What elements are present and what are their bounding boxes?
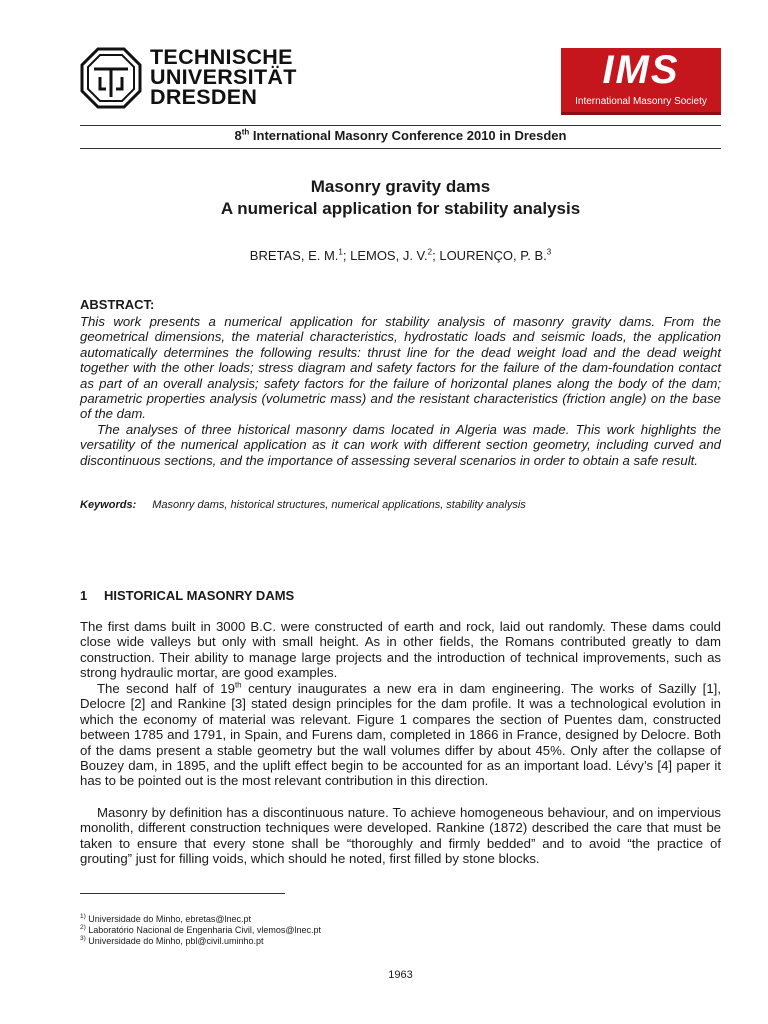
paragraph-2-start: The second half of 19 xyxy=(97,681,235,696)
abstract-heading: ABSTRACT: xyxy=(80,297,155,312)
conference-title xyxy=(80,128,721,144)
logo-line-2: UNIVERSITÄT xyxy=(150,65,297,89)
footnote xyxy=(80,936,264,947)
footnote-text: Laboratório Nacional de Engenharia Civil, vlemos@lnec.pt xyxy=(85,925,322,935)
section-paragraph-3: Masonry by definition has a discontinuous nature. To achieve homogeneous behaviour, and on impervious monolith, different construction techniques were developed. Rankine (1872) described the care that must be taken to ensure that every stone shall be “thoroughly and firmly bedded” and to avoid “the practice of grouting” just for filling voids, which should he noted, first filled by stone blocks. xyxy=(80,805,721,867)
tu-dresden-logo xyxy=(80,45,295,110)
logo-line-3: DRESDEN xyxy=(150,85,258,109)
footnote xyxy=(80,914,251,925)
section-title: HISTORICAL MASONRY DAMS xyxy=(104,588,295,603)
author-name: LEMOS, J. V. xyxy=(350,248,428,263)
conference-title-text: International Masonry Conference 2010 in Dresden xyxy=(249,128,567,143)
header-rule-bottom xyxy=(80,148,721,149)
ims-logo-caption: International Masonry Society xyxy=(575,96,707,107)
paper-title-line-2: A numerical application for stability analysis xyxy=(220,199,581,218)
author-list xyxy=(80,248,721,263)
paper-title-line-1: Masonry gravity dams xyxy=(310,177,491,196)
keywords-label: Keywords: xyxy=(80,499,137,511)
tu-dresden-emblem-icon xyxy=(80,47,142,109)
keywords-text: Masonry dams, historical structures, numerical applications, stability analysis xyxy=(152,499,526,511)
footnote-mark: 3) xyxy=(80,935,86,942)
author-separator: ; xyxy=(432,248,440,263)
section-paragraph-1: The first dams built in 3000 B.C. were constructed of earth and rock, laid out randomly. These dams could close wide valleys but only with small height. As in other fields, the Romans contributed greatly to dam construction. Their ability to manage large projects and the introduction of technical improvements, such as strong hydraulic mortar, are good examples. xyxy=(80,619,721,681)
logo-line-1: TECHNISCHE xyxy=(150,45,293,69)
section-number: 1 xyxy=(80,588,88,603)
abstract-paragraph-2: The analyses of three historical masonry dams located in Algeria was made. This work highlights the versatility of the numerical application as it can work with different section geometry, including curved and discontinuous sections, and the importance of assessing several scenarios in order to obtain a safe result. xyxy=(80,422,721,468)
footnote xyxy=(80,925,321,936)
section-paragraph-2 xyxy=(80,681,721,789)
conference-ordinal: 8 xyxy=(234,128,242,143)
footnote-text: Universidade do Minho, ebretas@lnec.pt xyxy=(85,914,252,924)
keywords-line xyxy=(80,499,526,511)
footnote-rule xyxy=(80,893,285,894)
footnote-mark: 1) xyxy=(80,913,86,920)
paragraph-2-rest: century inaugurates a new era in dam engineering. The works of Sazilly [1], Delocre [2] and Rankine [3] stated design principles for the dam profile. It was a technological evolution in which the economy of material was relevant. Figure 1 compares the section of Puentes dam, constructed between 1785 and 1791, in Spain, and Furens dam, completed in 1866 in France, designed by Delocre. Both of the dams present a stable geometry but the wall volumes differ by about 45%. Only after the collapse of Bouzey dam, in 1895, and the uplift effect begin to be accounted for as an important load. Lévy’s [4] paper it has to be pointed out is the most relevant contribution in this direction. xyxy=(80,681,721,789)
author-ref: 1 xyxy=(338,247,343,257)
ims-logo xyxy=(561,48,721,115)
author-separator: ; xyxy=(342,248,351,263)
footnote-text: Universidade do Minho, pbl@civil.uminho.pt xyxy=(85,936,264,946)
author-name: LOURENÇO, P. B. xyxy=(439,248,547,263)
header-rule-top xyxy=(80,125,721,126)
author-ref: 2 xyxy=(427,247,433,257)
abstract-paragraph-1: This work presents a numerical application for stability analysis of masonry gravity dams. From the geometrical dimensions, the material characteristics, hydrostatic loads and seismic loads, the application automatically determines the following results: thrust line for the dead weight load and the dead weight together with the other loads; stress diagram and safety factors for the failure of the dam-foundation contact as part of an overall analysis; safety factors for the failure of horizontal planes along the body of the dam; parametric properties analysis (volumetric mass) and the resistant characteristics (friction angle) on the base of the dam. xyxy=(80,314,721,422)
paragraph-2-sup: th xyxy=(234,680,242,690)
conference-ordinal-suffix: th xyxy=(241,127,250,137)
ims-logo-letters: IMS xyxy=(602,48,680,92)
section-heading xyxy=(80,588,294,603)
footnote-mark: 2) xyxy=(80,924,86,931)
page-number: 1963 xyxy=(388,969,413,981)
author-ref: 3 xyxy=(546,247,552,257)
author-name: BRETAS, E. M. xyxy=(249,248,339,263)
